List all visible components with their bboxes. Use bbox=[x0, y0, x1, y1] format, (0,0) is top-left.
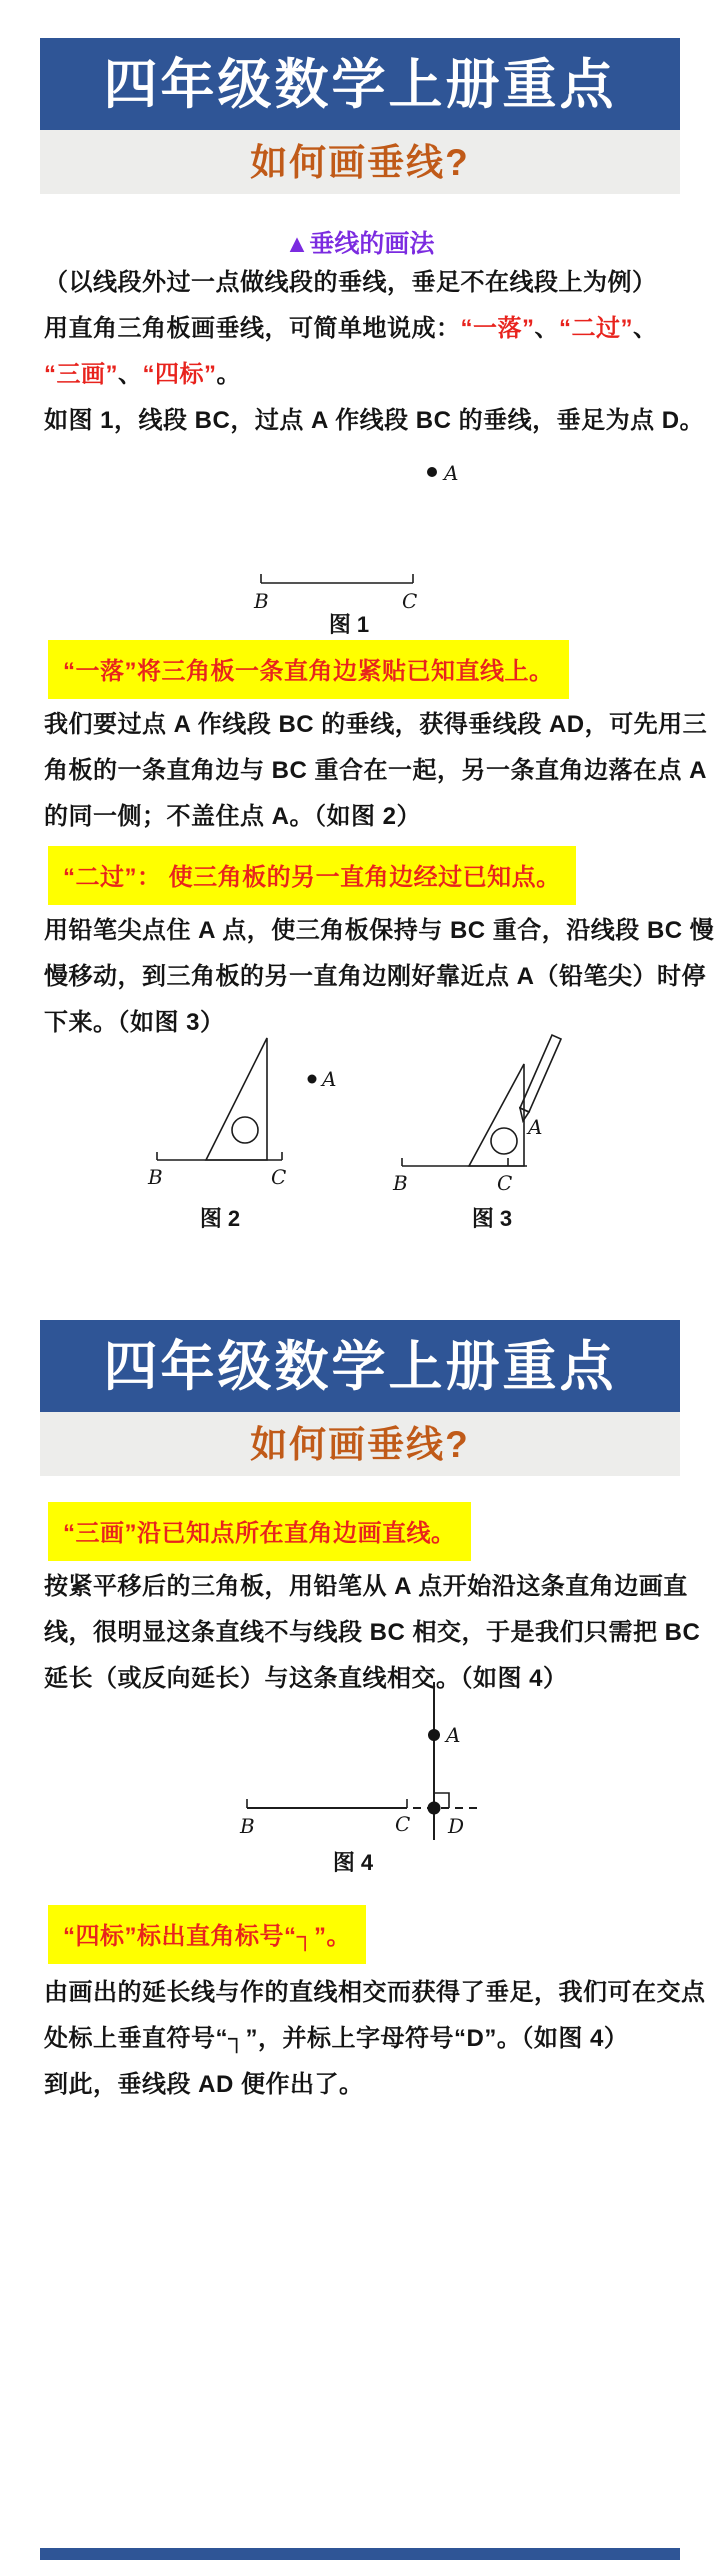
ruler-hole bbox=[232, 1117, 258, 1143]
highlight-text: “二过”： 使三角板的另一直角边经过已知点。 bbox=[63, 864, 561, 891]
label-c: C bbox=[395, 1812, 411, 1836]
point-a-dot bbox=[308, 1075, 317, 1084]
text-segment: 线，很明显这条直线不与线段 BC 相交，于是我们只需把 BC bbox=[44, 1619, 701, 1646]
highlight-banner bbox=[48, 846, 576, 905]
label-a: A bbox=[444, 461, 459, 485]
label-b: B bbox=[240, 1814, 255, 1838]
text-line bbox=[44, 262, 657, 297]
text-segment: 下来。（如图 3） bbox=[44, 1009, 225, 1036]
highlight-banner bbox=[48, 1502, 471, 1561]
page-title: 四年级数学上册重点 bbox=[40, 38, 680, 130]
ruler-hole bbox=[491, 1128, 517, 1154]
text-segment: 用铅笔尖点住 A 点，使三角板保持与 BC 重合，沿线段 BC 慢 bbox=[44, 917, 715, 944]
text-segment: 慢移动，到三角板的另一直角边刚好靠近点 A（铅笔尖）时停 bbox=[44, 963, 706, 990]
label-a: A bbox=[446, 1723, 461, 1747]
figure-caption: 图 1 bbox=[328, 612, 370, 636]
text-line bbox=[44, 354, 241, 389]
keyword-erguo: “二过” bbox=[559, 315, 633, 342]
highlight-text: “三画”沿已知点所在直角边画直线。 bbox=[63, 1520, 456, 1547]
figure-caption: 图 2 bbox=[199, 1206, 241, 1231]
text-line bbox=[44, 2064, 364, 2099]
text-line bbox=[44, 796, 421, 831]
text-segment: 由画出的延长线与作的直线相交而获得了垂足，我们可在交点 bbox=[44, 1979, 706, 2006]
text-line bbox=[44, 400, 704, 435]
keyword-sibiao: “四标” bbox=[142, 361, 217, 388]
text-segment: 到此，垂线段 AD 便作出了。 bbox=[44, 2071, 364, 2098]
text-segment: 我们要过点 A 作线段 BC 的垂线，获得垂线段 AD，可先用三 bbox=[44, 711, 708, 738]
text-segment: 按紧平移后的三角板，用铅笔从 A 点开始沿这条直角边画直 bbox=[44, 1573, 688, 1600]
text-segment: 用直角三角板画垂线，可简单地说成： bbox=[44, 315, 461, 342]
page-title: 四年级数学上册重点 bbox=[40, 1320, 680, 1412]
text-line bbox=[44, 1566, 688, 1601]
text-segment: 、 bbox=[534, 315, 559, 342]
next-section-banner-edge bbox=[40, 2548, 680, 2560]
point-a-dot bbox=[428, 1729, 440, 1741]
label-b: B bbox=[148, 1165, 163, 1189]
highlight-text: “四标”标出直角标号“┐”。 bbox=[63, 1923, 352, 1950]
label-d: D bbox=[448, 1814, 465, 1838]
text-segment: 、 bbox=[633, 315, 658, 342]
figure-4 bbox=[40, 1680, 680, 1892]
highlight-banner bbox=[48, 640, 569, 699]
triangle-ruler bbox=[206, 1038, 267, 1160]
page-subtitle: 如何画垂线? bbox=[40, 1412, 680, 1476]
text-line bbox=[44, 956, 706, 991]
label-c: C bbox=[402, 589, 418, 613]
section-heading: ▲垂线的画法 bbox=[284, 230, 435, 258]
label-b: B bbox=[254, 589, 269, 613]
text-line bbox=[44, 1612, 700, 1647]
text-segment: 角板的一条直角边与 BC 重合在一起，另一条直角边落在点 A bbox=[44, 757, 707, 784]
page-subtitle: 如何画垂线? bbox=[40, 130, 680, 194]
highlight-banner bbox=[48, 1905, 366, 1964]
figure-2 bbox=[147, 1038, 336, 1231]
pencil bbox=[520, 1035, 561, 1112]
text-segment: 。 bbox=[216, 361, 241, 388]
keyword-sanhua: “三画” bbox=[44, 361, 118, 388]
label-c: C bbox=[497, 1171, 513, 1195]
text-segment: 处标上垂直符号“┐”，并标上字母符号“D”。（如图 4） bbox=[44, 2025, 629, 2052]
text-line bbox=[44, 910, 714, 945]
text-line bbox=[44, 704, 707, 739]
figure-3 bbox=[392, 1035, 561, 1231]
text-line bbox=[44, 308, 658, 343]
label-a: A bbox=[322, 1067, 337, 1091]
text-line bbox=[44, 750, 707, 785]
point-d-dot bbox=[428, 1802, 441, 1815]
text-segment: （以线段外过一点做线段的垂线，垂足不在线段上为例） bbox=[44, 269, 657, 296]
text-segment: 如图 1，线段 BC，过点 A 作线段 BC 的垂线，垂足为点 D。 bbox=[44, 407, 705, 434]
label-a: A bbox=[528, 1115, 543, 1139]
label-c: C bbox=[271, 1165, 287, 1189]
figure-1 bbox=[40, 440, 680, 636]
text-segment: 的同一侧；不盖住点 A。（如图 2） bbox=[44, 803, 422, 830]
keyword-yiluo: “一落” bbox=[460, 315, 535, 342]
point-a-dot bbox=[427, 467, 437, 477]
highlight-text: “一落”将三角板一条直角边紧贴已知直线上。 bbox=[63, 658, 554, 685]
figure-2-and-3 bbox=[40, 1030, 680, 1265]
label-b: B bbox=[393, 1171, 408, 1195]
figure-caption: 图 4 bbox=[332, 1850, 374, 1875]
text-segment: 、 bbox=[118, 361, 143, 388]
figure-caption: 图 3 bbox=[471, 1206, 513, 1231]
text-segment: 延长（或反向延长）与这条直线相交。（如图 4） bbox=[44, 1665, 568, 1692]
text-line bbox=[44, 1972, 706, 2007]
text-line bbox=[44, 2018, 628, 2053]
